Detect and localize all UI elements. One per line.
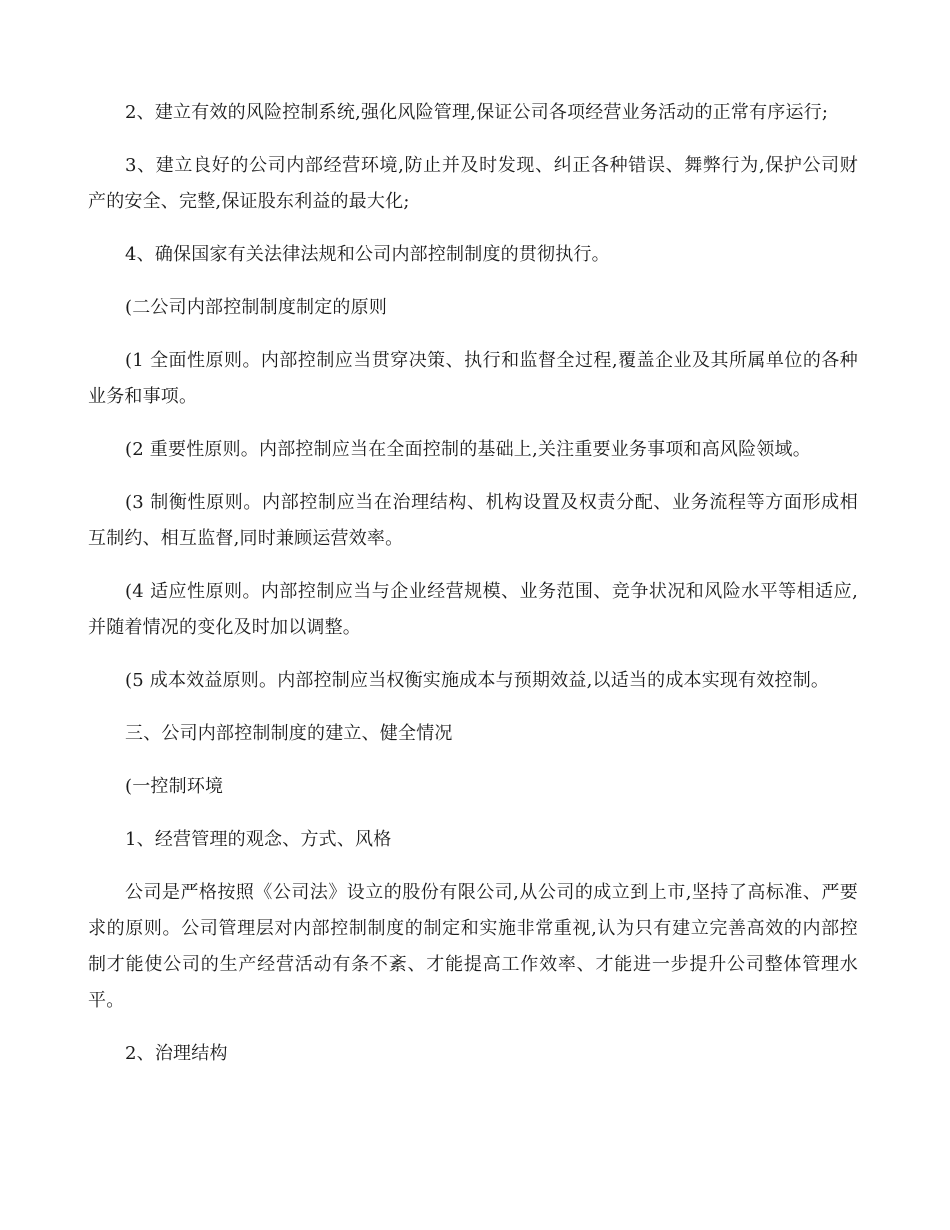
paragraph-goal-4: 4、确保国家有关法律法规和公司内部控制制度的贯彻执行。 (125, 244, 610, 265)
subsection-heading-control-environment: (一控制环境 (125, 776, 224, 797)
paragraph-principle-2: (2 重要性原则。内部控制应当在全面控制的基础上,关注重要业务事项和高风险领域。 (125, 439, 811, 460)
section-heading-principles: (二公司内部控制制度制定的原则 (125, 297, 388, 318)
section-heading-3: 三、公司内部控制制度的建立、健全情况 (125, 723, 453, 744)
document-body (88, 95, 858, 1089)
paragraph-principle-4: (4 适应性原则。内部控制应当与企业经营规模、业务范围、竞争状况和风险水平等相适应,并随着情况的变化及时加以调整。 (88, 581, 858, 638)
paragraph-principle-5: (5 成本效益原则。内部控制应当权衡实施成本与预期效益,以适当的成本实现有效控制。 (125, 670, 830, 691)
item-heading-governance: 2、治理结构 (125, 1043, 228, 1064)
paragraph-principle-1: (1 全面性原则。内部控制应当贯穿决策、执行和监督全过程,覆盖企业及其所属单位的各种业务和事项。 (88, 350, 858, 407)
paragraph-goal-3: 3、建立良好的公司内部经营环境,防止并及时发现、纠正各种错误、舞弊行为,保护公司财产的安全、完整,保证股东利益的最大化; (88, 155, 858, 212)
paragraph-company-description: 公司是严格按照《公司法》设立的股份有限公司,从公司的成立到上市,坚持了高标准、严要求的原则。公司管理层对内部控制制度的制定和实施非常重视,认为只有建立完善高效的内部控制才能使公司的生产经营活动有条不紊、才能提高工作效率、才能进一步提升公司整体管理水平。 (88, 882, 858, 1011)
paragraph-goal-2: 2、建立有效的风险控制系统,强化风险管理,保证公司各项经营业务活动的正常有序运行; (125, 102, 829, 123)
item-heading-management-style: 1、经营管理的观念、方式、风格 (125, 829, 392, 850)
paragraph-principle-3: (3 制衡性原则。内部控制应当在治理结构、机构设置及权责分配、业务流程等方面形成相互制约、相互监督,同时兼顾运营效率。 (88, 492, 858, 549)
